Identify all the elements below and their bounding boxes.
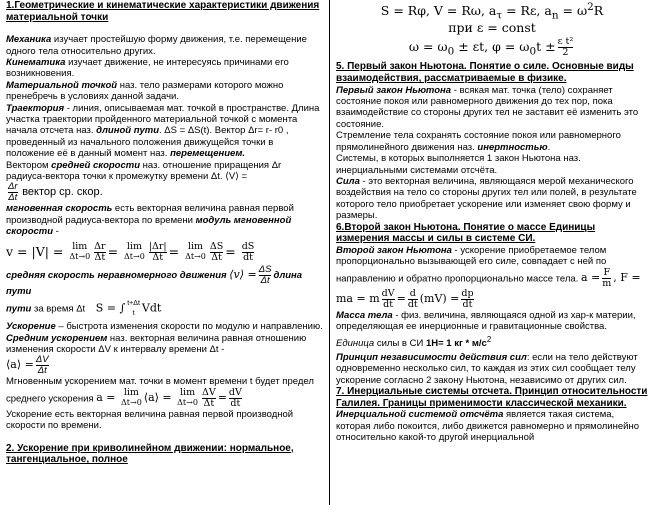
term-path-length-2: длина пути: [6, 269, 303, 297]
a-eq: a =: [96, 391, 116, 405]
formula-average-acceleration: [6, 355, 323, 376]
den: Δt: [37, 365, 47, 377]
text-trajectory-2: . ΔS = ΔS(t). Вектор Δr= r- r0 , проведенный из начального положения движущейся точки в положение её в данный момент наз.: [6, 125, 289, 160]
f1-n: n: [551, 9, 559, 22]
formula-speed-modulus: v = |V| = lim Δt→0 $\frac{\Delta r}{\Delta t}$ = lim Δt→0 $\frac{|\Delta r|}{\Delta t}$ = lim Δt→0 $\frac{\Delta S}{\Delta t}$ = $\frac{dS}{dt}$: [6, 240, 255, 263]
fraction-numerator: Δr: [8, 181, 18, 193]
paragraph-mechanics: [6, 34, 323, 57]
paragraph-inertial-frame: [336, 409, 648, 443]
lower: t: [132, 310, 135, 318]
text-material-point: наз. тело размерами которого можно пренебречь в условиях данной задачи.: [6, 79, 284, 103]
heading-section-2: 2. Ускорение при криволинейном движении: нормальное, тангенциальное, полное: [6, 442, 294, 466]
formula-uniform-angular: [336, 37, 648, 58]
term-trajectory: Траектория: [6, 102, 65, 114]
text-avg-velocity-2: наз. отношение приращения Δr радиуса-вектора точки к промежутку времени Δt. ⟨V⟩ =: [6, 159, 282, 183]
den: Δt: [211, 251, 222, 263]
fraction-denominator: Δt: [8, 192, 18, 204]
fraction-1: [94, 242, 105, 263]
term-average-velocity: средней скорости: [51, 159, 141, 171]
num: dS: [241, 240, 255, 252]
upper: t+Δt: [127, 300, 140, 308]
paragraph-instant-acceleration: [6, 376, 323, 408]
path-word: пути: [6, 303, 32, 315]
lim-word: lim: [180, 387, 196, 399]
term-average-acceleration: Средним ускорением: [6, 332, 108, 344]
text-instant-velocity: есть векторная величина равная первой производной радиуса-вектора по времени: [6, 203, 294, 226]
num: ΔV: [201, 386, 216, 398]
lim-sub: Δt→0: [185, 252, 206, 262]
f1-c: = ω: [558, 3, 588, 19]
num: dp: [461, 287, 474, 299]
term-instant-velocity: мгновенная скорость: [6, 203, 113, 215]
text-inertial-frame: является такая система, которая либо покоится, либо движется равномерно и прямолинейно относительно какой-то другой инерциальной: [336, 409, 639, 444]
text-over-time: за время Δt: [31, 303, 86, 315]
term-path-length: длиной пути: [96, 125, 160, 137]
heading-section-6: 6.Второй закон Ньютона. Понятие о массе Единицы измерения массы и силы в системе СИ.: [336, 221, 596, 245]
paragraph-inertia: [336, 130, 648, 153]
den: dt: [230, 397, 241, 409]
f3-c: t ±: [536, 39, 556, 55]
integral-limits: [127, 299, 140, 319]
text-instant-acceleration: Мгновенным ускорением мат. точки в момент времени t будет предел среднего ускорения: [6, 376, 314, 405]
text-independence: : если на тело действуют одновременно несколько сил, то каждая из этих сил сообщает телу ускорение согласно 2 закону Ньютона, независимо от других сил.: [336, 351, 638, 386]
term-newton-2: Второй закон Ньютона: [336, 244, 452, 256]
num: ΔV: [35, 354, 49, 366]
n2-mid: , F = ma = m: [336, 271, 641, 306]
lim-sub: Δt→0: [69, 252, 91, 262]
heading-section-5: 5. Первый закон Ньютона. Понятие о силе. Основные виды взаимодействия, рассматриваемые в физике.: [336, 61, 634, 85]
den: m: [602, 277, 612, 289]
term-force: Сила: [336, 175, 360, 187]
paragraph-newton-1: [336, 85, 648, 131]
lim-2: [124, 242, 145, 262]
formula-average-velocity: [6, 182, 323, 203]
paragraph-average-velocity: [6, 160, 323, 183]
unit-value: 1Н= 1 кг * м/с: [425, 338, 487, 350]
text-newton-2: - ускорение приобретаемое телом пропорционально вызывающей его силе, совпадает с ней по направлению и обратно пропорционально массе тела.: [336, 244, 607, 285]
lim-sub: Δt→0: [121, 398, 142, 408]
paragraph-material-point: [6, 80, 323, 103]
term-speed-modulus: модуль мгновенной скорости: [6, 214, 292, 238]
num: F: [603, 266, 611, 278]
formula-instant-acceleration: [96, 386, 244, 409]
fraction-3: [210, 242, 223, 263]
fraction-dv-dt-3: [229, 388, 242, 409]
paragraph-avg-speed-nonuniform: [6, 265, 323, 297]
fraction-d-dt: [408, 289, 418, 310]
den: Δt: [149, 252, 167, 263]
f1-d: R: [593, 3, 604, 19]
den: dt: [407, 298, 418, 310]
num: Δr: [94, 240, 106, 252]
lim-word: lim: [123, 387, 139, 399]
formula-v-lhs: v = |V| =: [6, 243, 64, 259]
paragraph-path-integral: [6, 299, 323, 319]
text-mechanics: изучает простейшую форму движения, т.е. перемещение одного тела относительно других.: [6, 34, 307, 57]
text-mass: - физ. величина, являющаяся одной из хар-к материи, определяющая ее инерционные и гравитационные свойства.: [336, 309, 636, 332]
paragraph-kinematics: [6, 57, 323, 80]
paragraph-force: [336, 176, 648, 222]
lim-1: [69, 242, 90, 262]
fraction-ds-dt: [259, 265, 272, 286]
f1-tau: τ: [496, 9, 503, 22]
n2-a: a =: [580, 271, 601, 285]
heading-section-7: 7. Инерциальные системы отсчета. Принцип относительности Галилея. Границы применимости классической механики.: [336, 386, 648, 409]
den: Δt: [94, 251, 106, 263]
num: dV: [228, 386, 242, 398]
formula-avg-speed: ⟨v⟩ =: [229, 267, 257, 281]
fraction-dr-dt: [8, 182, 18, 203]
paragraph-mass: [336, 310, 648, 333]
text-force: - это векторная величина, являющаяся мерой механического воздействия на тело со стороны других тел или полей, в результате которого тело приобретает ускорение или изменяет свою форму и размеры.: [336, 175, 637, 222]
den: Δt: [203, 397, 215, 409]
term-newton-1: Первый закон Ньютона: [336, 84, 452, 96]
f3-a: ω = ω: [408, 39, 448, 55]
formula-integral: S = ∫: [95, 301, 126, 315]
lim-sub: Δt→0: [124, 252, 145, 262]
n2-eq: =: [396, 292, 406, 306]
lim-sub: Δt→0: [177, 398, 198, 408]
unit-sq: 2: [486, 335, 492, 345]
avg-a: ⟨a⟩ =: [143, 391, 172, 405]
paragraph-average-acceleration: [6, 333, 323, 356]
term-avg-speed-nonuniform: средняя скорость неравномерного движения: [6, 269, 227, 281]
paragraph-acceleration-vector: Ускорение есть векторная величина равная первой производной скорости по времени.: [6, 408, 294, 432]
num: ΔS: [209, 240, 224, 252]
text-inertia: Стремление тела сохранять состояние покоя или равномерного прямолинейного движения наз.: [336, 130, 621, 153]
paragraph-inertial-systems: Системы, в которых выполняется 1 закон Ньютона наз. инерциальными системами отсчёта.: [336, 153, 581, 176]
term-acceleration: Ускорение: [6, 321, 56, 333]
eq: =: [217, 391, 227, 405]
paragraph-trajectory: [6, 103, 323, 160]
num: d: [409, 287, 416, 299]
num: |Δr|: [148, 240, 167, 252]
lim-a: [121, 388, 142, 408]
f3-sub0: 0: [447, 45, 455, 58]
fraction-dv-dt-n2: [382, 289, 395, 310]
lim-3: [185, 242, 206, 262]
f1-a: S = Rφ, V = Rω, a: [380, 3, 497, 19]
term-kinematics: Кинематика: [6, 57, 66, 68]
heading-section-1: 1.Геометрические и кинематические характеристики движения материальной точки: [6, 0, 320, 23]
fraction-4: [242, 242, 255, 263]
term-inertia: инертностью: [477, 141, 548, 153]
paragraph-force-unit: [336, 334, 648, 350]
term-mechanics: Механика: [6, 34, 52, 46]
formula-vdt: Vdt: [141, 301, 162, 315]
fraction-eps-t2: [558, 37, 574, 58]
formula-avg-acc-lhs: ⟨a⟩ =: [6, 358, 34, 372]
formula-circular-relations: [336, 2, 648, 22]
left-column: [6, 0, 323, 505]
text-avg-velocity-vector: вектор ср. скор.: [22, 186, 103, 199]
num: ε t²: [557, 36, 574, 48]
fraction-2: [149, 242, 167, 263]
f3-b: ± εt, φ = ω: [454, 39, 530, 55]
column-divider: [329, 0, 330, 505]
text-avg-velocity-1: Вектором: [6, 159, 52, 171]
f1-sq: 2: [587, 1, 594, 13]
fraction-dp-dt: [461, 289, 473, 310]
fraction-dv-dt: [36, 355, 49, 376]
n2-mv: (mV) =: [419, 292, 460, 306]
paragraph-acceleration: [6, 321, 323, 332]
term-mass: Масса тела: [336, 309, 393, 321]
den: dt: [383, 298, 394, 310]
text-unit: силы в СИ: [374, 338, 426, 350]
formula-const-epsilon: при ε = const: [448, 20, 536, 36]
paragraph-independence: [336, 352, 648, 386]
text-newton-1: - всякая мат. точка (тело) сохраняет состояние покоя или равномерного движения до тех пор, пока взаимодействие со стороны других тел не заставит её изменить это состояние.: [336, 84, 639, 130]
text-instant-velocity-2: -: [53, 226, 59, 238]
text-kinematics: изучает движение, не интересуясь причинами его возникновения.: [6, 57, 289, 80]
term-inertial-frame: Инерциальной системой отсчёта: [336, 409, 504, 421]
term-unit: Единица: [336, 338, 375, 350]
f1-b: = Rε, a: [502, 3, 552, 19]
f3-sub0b: 0: [529, 45, 537, 58]
lim-word: lim: [126, 241, 142, 253]
den: 2: [558, 47, 574, 58]
den: Δt: [260, 274, 270, 286]
den: dt: [243, 251, 253, 263]
num: ΔS: [258, 263, 272, 275]
text-inertia-end: .: [547, 141, 551, 153]
paragraph-newton-2: [336, 245, 648, 310]
text-average-acceleration: наз. векторная величина равная отношению изменения скорости ΔV к интервалу времени Δt -: [6, 332, 307, 355]
lim-word: lim: [187, 241, 204, 253]
fraction-f-m: [602, 268, 611, 289]
text-trajectory-1: - линия, описываемая мат. точкой в пространстве. Длина участка траектории пройденного материальной точкой с момента начала отсчета наз.: [6, 102, 320, 137]
lim-word: lim: [72, 241, 88, 253]
num: dV: [381, 287, 395, 299]
den: dt: [462, 298, 473, 310]
term-material-point: Материальной точкой: [6, 79, 118, 91]
lim-b: [177, 388, 198, 408]
right-column: [336, 0, 648, 505]
fraction-dv-dt-2: [202, 388, 216, 409]
text-acceleration: – быстрота изменения скорости по модулю и направлению.: [55, 321, 323, 333]
term-displacement: перемещением.: [170, 148, 245, 160]
term-independence: Принцип независимости действия сил: [336, 351, 527, 363]
paragraph-instant-velocity: [6, 203, 323, 237]
